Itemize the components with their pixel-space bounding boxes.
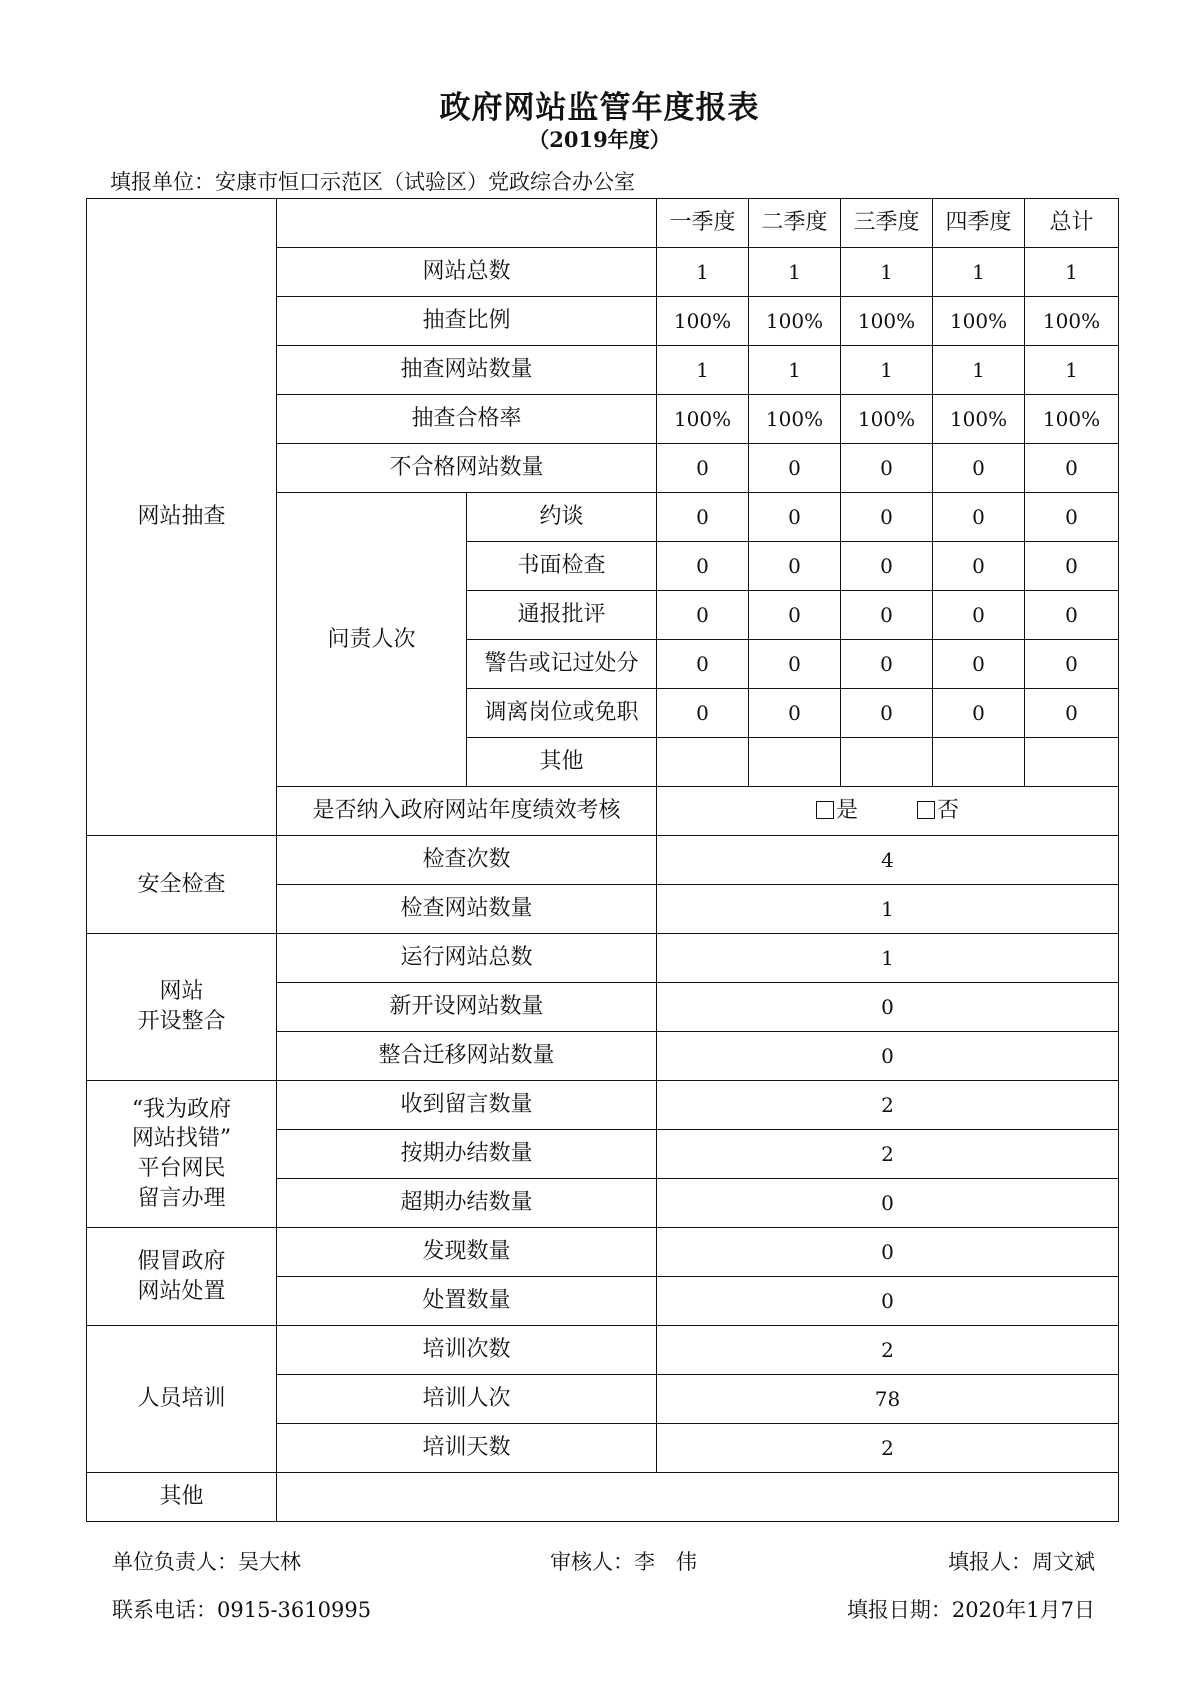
yes-label: 是	[835, 798, 858, 824]
cell-value: 1	[749, 346, 841, 395]
cell-value: 0	[749, 444, 841, 493]
cell-value: 100%	[841, 297, 933, 346]
cell-value: 1	[657, 934, 1119, 983]
performance-choice	[657, 787, 1119, 836]
cell-value: 0	[749, 591, 841, 640]
section-line: 平台网民	[137, 1156, 226, 1181]
cell-value: 0	[933, 493, 1025, 542]
cell-value: 100%	[749, 395, 841, 444]
cell-value: 1	[1025, 346, 1119, 395]
row-label: 抽查比例	[277, 297, 657, 346]
header-total: 总计	[1025, 199, 1119, 248]
no-label: 否	[937, 798, 960, 824]
cell-value: 0	[749, 493, 841, 542]
row-label: 检查网站数量	[277, 885, 657, 934]
cell-value: 0	[749, 640, 841, 689]
cell-value: 4	[657, 836, 1119, 885]
cell-value	[841, 738, 933, 787]
cell-value: 2	[657, 1424, 1119, 1473]
cell-value: 0	[657, 640, 749, 689]
cell-value: 78	[657, 1375, 1119, 1424]
row-label: 通报批评	[467, 591, 657, 640]
cell-value: 100%	[933, 395, 1025, 444]
row-label: 处置数量	[277, 1277, 657, 1326]
table-row	[87, 1473, 1119, 1522]
cell-value: 0	[841, 444, 933, 493]
cell-value: 0	[933, 542, 1025, 591]
footer-reviewer: 审核人：李 伟	[550, 1550, 697, 1574]
cell-value: 100%	[1025, 297, 1119, 346]
section-line: 网站处置	[137, 1278, 226, 1304]
row-label: 超期办结数量	[277, 1179, 657, 1228]
cell-value: 0	[749, 689, 841, 738]
cell-value	[1025, 738, 1119, 787]
cell-value: 0	[657, 542, 749, 591]
cell-value: 100%	[657, 297, 749, 346]
cell-value: 0	[657, 1228, 1119, 1277]
row-label: 约谈	[467, 493, 657, 542]
report-table	[86, 198, 1119, 1522]
cell-value: 0	[841, 542, 933, 591]
reporting-unit: 填报单位：安康市恒口示范区（试验区）党政综合办公室	[110, 170, 635, 194]
row-label: 调离岗位或免职	[467, 689, 657, 738]
cell-value: 2	[657, 1081, 1119, 1130]
yes-checkbox[interactable]	[816, 801, 834, 819]
row-label: 抽查合格率	[277, 395, 657, 444]
section-line: “我为政府	[131, 1096, 232, 1122]
section-line: 开设整合	[137, 1009, 226, 1034]
row-label: 培训次数	[277, 1326, 657, 1375]
report-title: 政府网站监管年度报表	[439, 90, 760, 126]
section-security: 安全检查	[87, 836, 277, 934]
header-q1: 一季度	[657, 199, 749, 248]
cell-value: 0	[657, 1179, 1119, 1228]
cell-value: 100%	[657, 395, 749, 444]
section-line: 网站	[159, 979, 204, 1005]
cell-value: 0	[1025, 689, 1119, 738]
row-label: 抽查网站数量	[277, 346, 657, 395]
cell-value: 0	[657, 983, 1119, 1032]
cell-value: 0	[933, 591, 1025, 640]
yes-option[interactable]	[816, 797, 858, 825]
row-label: 按期办结数量	[277, 1130, 657, 1179]
cell-value: 0	[1025, 444, 1119, 493]
cell-value: 1	[933, 248, 1025, 297]
cell-value: 0	[841, 591, 933, 640]
cell-value: 1	[657, 248, 749, 297]
cell-value: 0	[1025, 591, 1119, 640]
footer-phone: 联系电话：0915-3610995	[112, 1598, 372, 1622]
row-label: 检查次数	[277, 836, 657, 885]
cell-value: 2	[657, 1130, 1119, 1179]
report-year: （2019年度）	[528, 127, 671, 152]
row-label: 新开设网站数量	[277, 983, 657, 1032]
cell-value: 1	[841, 346, 933, 395]
row-label: 书面检查	[467, 542, 657, 591]
row-label: 发现数量	[277, 1228, 657, 1277]
row-label: 培训天数	[277, 1424, 657, 1473]
cell-value: 100%	[933, 297, 1025, 346]
cell-value: 0	[1025, 493, 1119, 542]
table-row	[87, 1326, 1119, 1375]
performance-label: 是否纳入政府网站年度绩效考核	[277, 787, 657, 836]
table-row	[87, 1081, 1119, 1130]
cell-value: 0	[657, 689, 749, 738]
row-label: 不合格网站数量	[277, 444, 657, 493]
cell-value: 0	[841, 640, 933, 689]
cell-value: 100%	[749, 297, 841, 346]
cell-value: 1	[841, 248, 933, 297]
footer-filler: 填报人：周文斌	[948, 1550, 1095, 1574]
footer-responsible: 单位负责人：吴大林	[112, 1550, 301, 1574]
footer-date: 填报日期：2020年1月7日	[846, 1598, 1095, 1622]
row-label: 收到留言数量	[277, 1081, 657, 1130]
cell-value: 0	[1025, 542, 1119, 591]
section-training: 人员培训	[87, 1326, 277, 1473]
cell-value: 0	[749, 542, 841, 591]
cell-value: 1	[749, 248, 841, 297]
accountability-label: 问责人次	[277, 493, 467, 787]
section-other: 其他	[87, 1473, 277, 1522]
cell-value	[657, 738, 749, 787]
cell-value: 1	[1025, 248, 1119, 297]
cell-value: 0	[657, 1032, 1119, 1081]
header-q4: 四季度	[933, 199, 1025, 248]
header-q2: 二季度	[749, 199, 841, 248]
cell-value	[749, 738, 841, 787]
cell-value: 0	[933, 444, 1025, 493]
header-q3: 三季度	[841, 199, 933, 248]
section-messages	[87, 1081, 277, 1228]
cell-value: 0	[841, 493, 933, 542]
cell-value: 0	[1025, 640, 1119, 689]
row-label: 网站总数	[277, 248, 657, 297]
cell-value: 0	[933, 689, 1025, 738]
table-row	[87, 1228, 1119, 1277]
other-value	[277, 1473, 1119, 1522]
section-counterfeit	[87, 1228, 277, 1326]
cell-value: 1	[657, 346, 749, 395]
cell-value: 0	[657, 1277, 1119, 1326]
cell-value: 2	[657, 1326, 1119, 1375]
row-label: 培训人次	[277, 1375, 657, 1424]
row-label: 运行网站总数	[277, 934, 657, 983]
cell-value: 100%	[1025, 395, 1119, 444]
cell-value: 0	[657, 444, 749, 493]
row-label: 其他	[467, 738, 657, 787]
section-line: 留言办理	[137, 1185, 226, 1211]
cell-value	[933, 738, 1025, 787]
cell-value: 1	[933, 346, 1025, 395]
cell-value: 0	[657, 591, 749, 640]
cell-value: 1	[657, 885, 1119, 934]
header-blank	[277, 199, 657, 248]
section-line: 假冒政府	[137, 1248, 226, 1274]
section-setup	[87, 934, 277, 1081]
section-spot-check: 网站抽查	[87, 199, 277, 836]
table-row	[87, 934, 1119, 983]
row-label: 整合迁移网站数量	[277, 1032, 657, 1081]
no-checkbox[interactable]	[917, 801, 935, 819]
header-row	[87, 199, 1119, 248]
cell-value: 100%	[841, 395, 933, 444]
table-row	[87, 836, 1119, 885]
no-option[interactable]	[917, 797, 959, 825]
section-line: 网站找错”	[131, 1126, 232, 1152]
row-label: 警告或记过处分	[467, 640, 657, 689]
cell-value: 0	[657, 493, 749, 542]
cell-value: 0	[933, 640, 1025, 689]
cell-value: 0	[841, 689, 933, 738]
